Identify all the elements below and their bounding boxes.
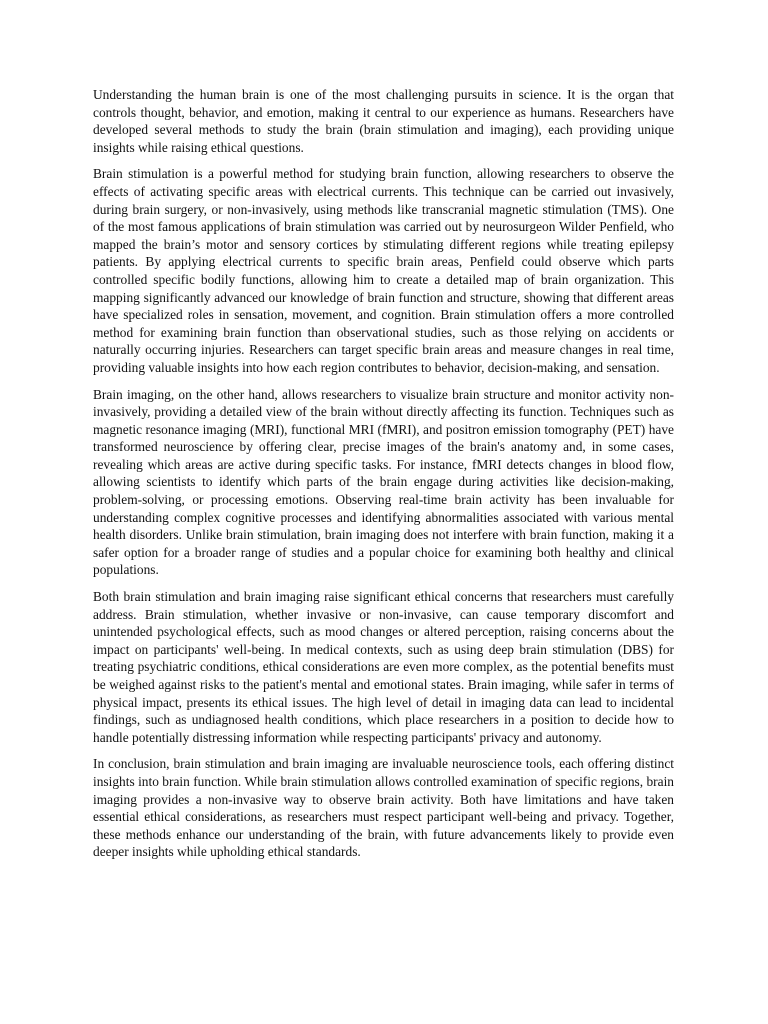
paragraph-conclusion: In conclusion, brain stimulation and brain imaging are invaluable neuroscience tools, each offering distinct insights into brain function. While brain stimulation allows controlled examination of specific regions, brain imaging provides a non-invasive way to observe brain activity. Both have limitations and have taken essential ethical considerations, as researchers must respect participant well-being and privacy. Together, these methods enhance our understanding of the brain, with future advancements likely to provide even deeper insights while upholding ethical standards. [93,756,674,860]
paragraph-brain-imaging: Brain imaging, on the other hand, allows researchers to visualize brain structure and monitor activity non-invasively, providing a detailed view of the brain without directly affecting its function. Techniques such as magnetic resonance imaging (MRI), functional MRI (fMRI), and positron emission tomography (PET) have transformed neuroscience by offering clear, precise images of the brain's anatomy and, in some cases, revealing which areas are active during specific tasks. For instance, fMRI detects changes in blood flow, allowing scientists to identify which parts of the brain engage during activities like decision-making, problem-solving, or processing emotions. Observing real-time brain activity has been invaluable for understanding complex cognitive processes and identifying abnormalities associated with various mental health disorders. Unlike brain stimulation, brain imaging does not interfere with brain function, making it a safer option for a broader range of studies and a popular choice for examining both healthy and clinical populations. [93,386,674,578]
paragraph-ethical-concerns: Both brain stimulation and brain imaging raise significant ethical concerns that researchers must carefully address. Brain stimulation, whether invasive or non-invasive, can cause temporary discomfort and unintended psychological effects, such as mood changes or altered perception, raising concerns about the impact on participants' well-being. In medical contexts, such as using deep brain stimulation (DBS) for treating psychiatric conditions, ethical considerations are even more complex, as the potential benefits must be weighed against risks to the patient's mental and emotional states. Brain imaging, while safer in terms of physical impact, presents its ethical issues. The high level of detail in imaging data can lead to incidental findings, such as undiagnosed health conditions, which place researchers in a position to decide how to handle potentially distressing information while respecting participants' privacy and autonomy. [93,589,674,745]
document-body [93,86,674,861]
paragraph-introduction: Understanding the human brain is one of the most challenging pursuits in science. It is the organ that controls thought, behavior, and emotion, making it central to our experience as humans. Researchers have developed several methods to study the brain (brain stimulation and imaging), each providing unique insights while raising ethical questions. [93,87,674,155]
paragraph-brain-stimulation: Brain stimulation is a powerful method for studying brain function, allowing researchers to observe the effects of activating specific areas with electrical currents. This technique can be carried out invasively, during brain surgery, or non-invasively, using methods like transcranial magnetic stimulation (TMS). One of the most famous applications of brain stimulation was carried out by neurosurgeon Wilder Penfield, who mapped the brain’s motor and sensory cortices by stimulating different regions while treating epilepsy patients. By applying electrical currents to specific brain areas, Penfield could observe which parts controlled specific bodily functions, allowing him to create a detailed map of brain organization. This mapping significantly advanced our knowledge of brain function and structure, showing that different areas have specialized roles in sensation, movement, and cognition. Brain stimulation offers a more controlled method for examining brain function than observational studies, such as those relying on accidents or naturally occurring injuries. Researchers can target specific brain areas and measure changes in real time, providing valuable insights into how each region contributes to behavior, decision-making, and sensation. [93,166,674,375]
